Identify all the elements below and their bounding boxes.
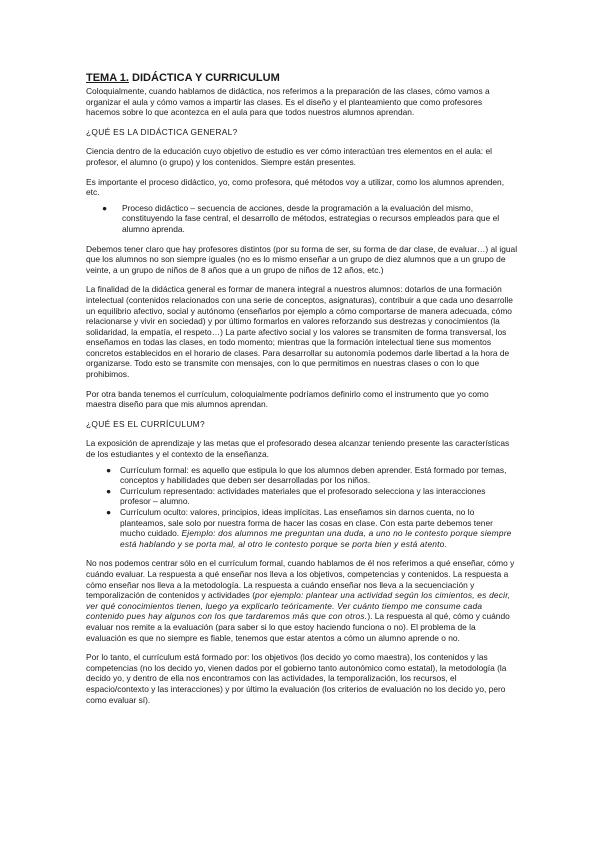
list-item	[86, 507, 518, 549]
list-item	[86, 465, 518, 486]
page-title	[86, 72, 518, 85]
example-text: por ejemplo: plantear una actividad según los cimientos, es decir, ver qué conocimientos tienen, luego ya explicarlo teóricamente. Ver cuánto tiempo me consume cada contenido pues hay algunos con los que tardaremos más que con otros.	[86, 590, 511, 622]
example-text: Ejemplo: dos alumnos me preguntan una duda, a uno no le contesto porque siempre está hablando y se porta mal, al otro le contesto porque se porta bien y está atento.	[120, 528, 512, 549]
section-heading-curriculum: ¿QUÉ ES EL CURRÍCULUM?	[86, 418, 205, 429]
bullet-icon: ●	[106, 485, 112, 496]
paragraph-process: Es importante el proceso didáctico, yo, como profesora, qué métodos voy a utilizar, como los alumnos aprenden, etc.	[86, 176, 505, 198]
bullet-icon: ●	[106, 507, 112, 517]
paragraph-formal	[86, 558, 518, 643]
list-item-text: Currículum representado: actividades materiales que el profesorado selecciona y las interacciones profesor – alumno.	[120, 485, 486, 507]
list-item	[86, 486, 518, 507]
title-prefix: TEMA 1.	[86, 72, 129, 84]
list-item	[86, 203, 518, 235]
paragraph-finalidad: La finalidad de la didáctica general es formar de manera integral a nuestros alumnos: dotarlos de una formación intelectual (contenidos relacionados con una serie de conceptos, asignaturas), contribuir a que cada uno desarrolle un equilibrio afectivo, social y autónomo (enseñarlos por ejemplo a cómo comportarse de manera adecuada, cómo relacionarse y vivir en sociedad) y por último formarlos en valores reforzando sus destrezas y conocimientos (la solidaridad, la empatía, el respeto…) La parte afectivo social y los valores se transmiten de forma transversal, los enseñamos en todas las clases, en todo momento; mientras que la formación intelectual tiene sus momentos concretos establecidos en el horario de clases. Para desarrollar su autonomía podemos darle libertad a la hora de organizarse. Todo esto se transmite con mensajes, con lo que permitimos en nuestras clases o con lo que prohibimos.	[86, 284, 513, 380]
paragraph-definition: Ciencia dentro de la educación cuyo objetivo de estudio es ver cómo interactúan tres elementos en el aula: el profesor, el alumno (o grupo) y los contenidos. Siempre están presentes.	[86, 146, 492, 167]
title-rest: DIDÁCTICA Y CURRICULUM	[129, 72, 280, 84]
list-item-text: Proceso didáctico – secuencia de acciones, desde la programación a la evaluación del mismo, constituyendo la fase central, el desarrollo de métodos, estrategias o recursos empleados para que el alumno aprenda.	[122, 202, 500, 234]
paragraph-curriculum-intro: Por otra banda tenemos el currículum, coloquialmente podríamos definirlo como el instrumento que yo como maestra diseño para que mis alumnos aprendan.	[86, 388, 489, 410]
list-item-text: Currículum oculto: valores, principios, ideas implícitas. Las enseñamos sin darnos cuenta, no lo planteamos, sale solo por nuestra forma de hacer las cosas en clase. Con esta parte debemos tener mucho cuidado.	[120, 507, 493, 539]
bullet-list-curriculum	[86, 465, 518, 550]
paragraph-exposicion: La exposición de aprendizaje y las metas que el profesorado desea alcanzar teniendo presente las características de los estudiantes y el contexto de la enseñanza.	[86, 438, 510, 460]
paragraph-teachers: Debemos tener claro que hay profesores distintos (por su forma de ser, su forma de dar clase, de evaluar…) al igual que los alumnos no son siempre iguales (no es lo mismo enseñar a un grupo de diez alumnos que a un grupo de veinte, a un grupo de niños de 8 años que a un grupo de niños de 12 años, etc.)	[86, 243, 518, 275]
bullet-list-process	[86, 203, 518, 235]
bullet-icon: ●	[106, 464, 112, 475]
intro-paragraph: Coloquialmente, cuando hablamos de didáctica, nos referimos a la preparación de las clases, cómo vamos a organizar el aula y cómo vamos a impartir las clases. Es el diseño y el planteamiento que como profesores hacemos sobre lo que acontezca en el aula para que todos nuestros alumnos aprendan.	[86, 86, 490, 118]
list-item-text: Currículum formal: es aquello que estipula lo que los alumnos deben aprender. Está formado por temas, conceptos y habilidades que deben ser desarrolladas por los niños.	[120, 464, 507, 486]
paragraph-formal-part1: No nos podemos centrar sólo en el currículum formal, cuando hablamos de él nos referimos a qué enseñar, cómo y cuándo evaluar. La respuesta a qué enseñar nos lleva a los objetivos, competencias y contenidos. La respuesta a cómo enseñar nos lleva a la metodología. La respuesta a cuándo enseñar nos lleva a la secuenciación y temporalización de contenidos y actividades (	[86, 558, 515, 601]
document-page	[86, 72, 518, 705]
paragraph-summary: Por lo tanto, el currículum está formado por: los objetivos (los decido yo como maestra), los contenidos y las competencias (no los decido yo, vienen dados por el gobierno tanto autonómico como estatal), la metodología (la decido yo, y dentro de ella nos encontramos con las actividades, la temporalización, los recursos, el espacio/contexto y las interacciones) y por último la evaluación (los criterios de evaluación no los decido yo, pero como evaluar sí).	[86, 652, 507, 705]
bullet-icon: ●	[102, 202, 108, 213]
paragraph-formal-part2: ). La respuesta al qué, cómo y cuándo evaluar nos remite a la evaluación (para saber si lo que estoy haciendo funciona o no). El problema de la evaluación es que no siempre es fiable, tenemos que estar atentos a cómo un alumno aprende o no.	[86, 611, 510, 643]
section-heading-didactica: ¿QUÉ ES LA DIDÁCTICA GENERAL?	[86, 126, 238, 137]
